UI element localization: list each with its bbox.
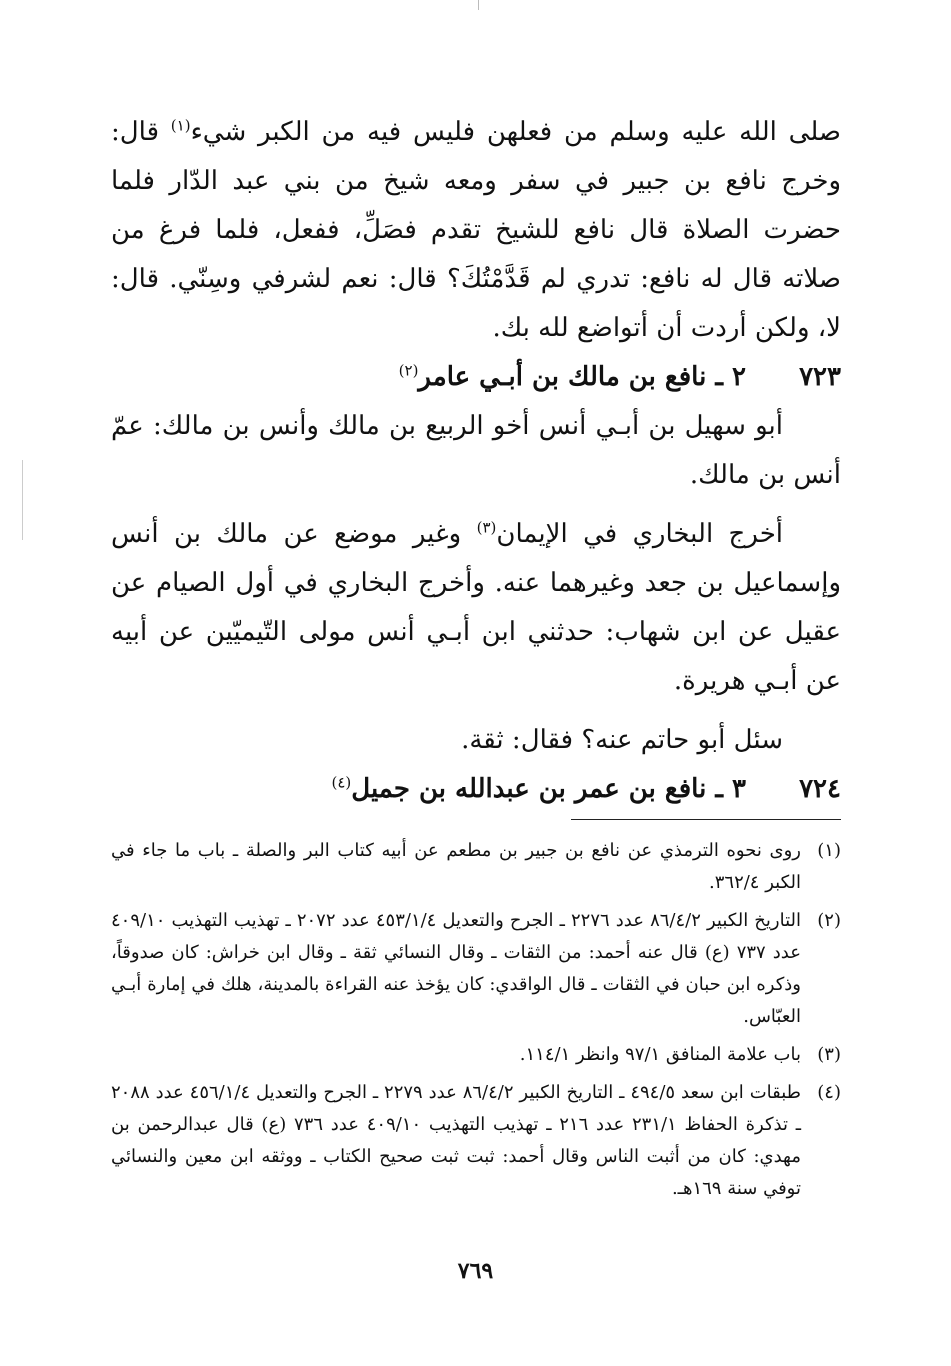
footnote-ref-4: (٤): [331, 773, 352, 792]
entry-724-title: ٣ ـ نافع بن عمر بن عبدالله بن جميل: [351, 774, 746, 804]
footnote-4: [111, 1077, 841, 1205]
entry-723-number: ٧٢٣: [799, 362, 841, 392]
footnote-divider: [571, 819, 841, 820]
paragraph-3: [111, 510, 841, 706]
footnote-number: (١): [817, 840, 841, 861]
paragraph-3-start: أخرج البخاري في الإيمان: [496, 519, 783, 549]
footnote-text: التاريخ الكبير ٨٦/٤/٢ عدد ٢٢٧٦ ـ الجرح والتعديل ٤٥٣/١/٤ عدد ٢٠٧٢ ـ تهذيب التهذيب ٤٠٩/١٠ عدد ٧٣٧ (ع) قال عنه أحمد: من الثقات ـ وقال النسائي ثقة ـ وقال ابن خراش: كان صدوقاً، وذكره ابن حبان في الثقات ـ قال الواقدي: كان يؤخذ عنه القراءة بالمدينة، هلك في إمارة أبـي العبّاس.: [111, 910, 802, 1027]
entry-723-title: ٢ ـ نافع بن مالك بن أبـي عامر: [418, 362, 746, 392]
page-number: ٧٦٩: [457, 1258, 494, 1284]
entry-723: [111, 353, 841, 402]
paragraph-3-rest: وغير موضع عن مالك بن أنس وإسماعيل بن جعد وغيرهما عنه. وأخرج البخاري في أول الصيام عن عقيل عن ابن شهاب: حدثني ابن أبـي أنس مولى التّيميّين عن أبيه عن أبـي هريرة.: [111, 519, 841, 696]
footnote-1: [111, 835, 841, 899]
entry-724-number: ٧٢٤: [799, 774, 841, 804]
paragraph-1-rest: قال: وخرج نافع بن جبير في سفر ومعه شيخ من بني عبد الدّار فلما حضرت الصلاة قال نافع للشيخ تقدم فصَلِّ، ففعل، فلما فرغ من صلاته قال له نافع: تدري لم قَدَّمْتُكَ؟ قال: نعم لشرفي وسِنّي. قال: لا، ولكن أردت أن أتواضع لله بك.: [111, 117, 841, 343]
footnote-number: (٤): [817, 1082, 841, 1103]
paragraph-1-start: صلى الله عليه وسلم من فعلهن فليس فيه من الكبر شيء: [190, 117, 842, 147]
footnote-number: (٣): [817, 1044, 841, 1065]
paragraph-1: [111, 108, 841, 353]
footnote-ref-3: (٣): [476, 518, 497, 537]
footnote-text: روى نحوه الترمذي عن نافع بن جبير بن مطعم عن أبيه كتاب البر والصلة ـ باب ما جاء في الكبر ٣٦٢/٤.: [111, 840, 801, 893]
footnote-2: [111, 905, 841, 1033]
entry-724: [111, 765, 841, 814]
paragraph-4: سئل أبو حاتم عنه؟ فقال: ثقة.: [461, 725, 783, 755]
main-text: [111, 108, 841, 814]
footnote-text: باب علامة المنافق ٩٧/١ وانظر ١١٤/١.: [519, 1044, 801, 1065]
footnote-ref-2: (٢): [398, 361, 419, 380]
footnote-text: طبقات ابن سعد ٤٩٤/٥ ـ التاريخ الكبير ٨٦/٤/٢ عدد ٢٢٧٩ ـ الجرح والتعديل ٤٥٦/١/٤ عدد ٢٠٨٨ ـ تذكرة الحفاظ ٢٣١/١ عدد ٢١٦ ـ تهذيب التهذيب ٤٠٩/١٠ عدد ٧٣٦ (ع) قال عبدالرحمن بن مهدي: كان من أثبت الناس وقال أحمد: ثبت ثبت صحيح الكتاب ـ ووثقه ابن معين والنسائي توفي سنة ١٦٩هـ.: [111, 1082, 802, 1199]
paragraph-2: أبو سهيل بن أبـي أنس أخو الربيع بن مالك وأنس بن مالك: عمّ أنس بن مالك.: [111, 411, 841, 490]
scan-mark: [478, 0, 479, 10]
footnote-ref-1: (١): [170, 116, 191, 135]
footnote-3: [111, 1039, 841, 1071]
footnote-number: (٢): [817, 910, 841, 931]
footnotes: [111, 835, 841, 1211]
scan-edge-mark: [22, 460, 23, 540]
